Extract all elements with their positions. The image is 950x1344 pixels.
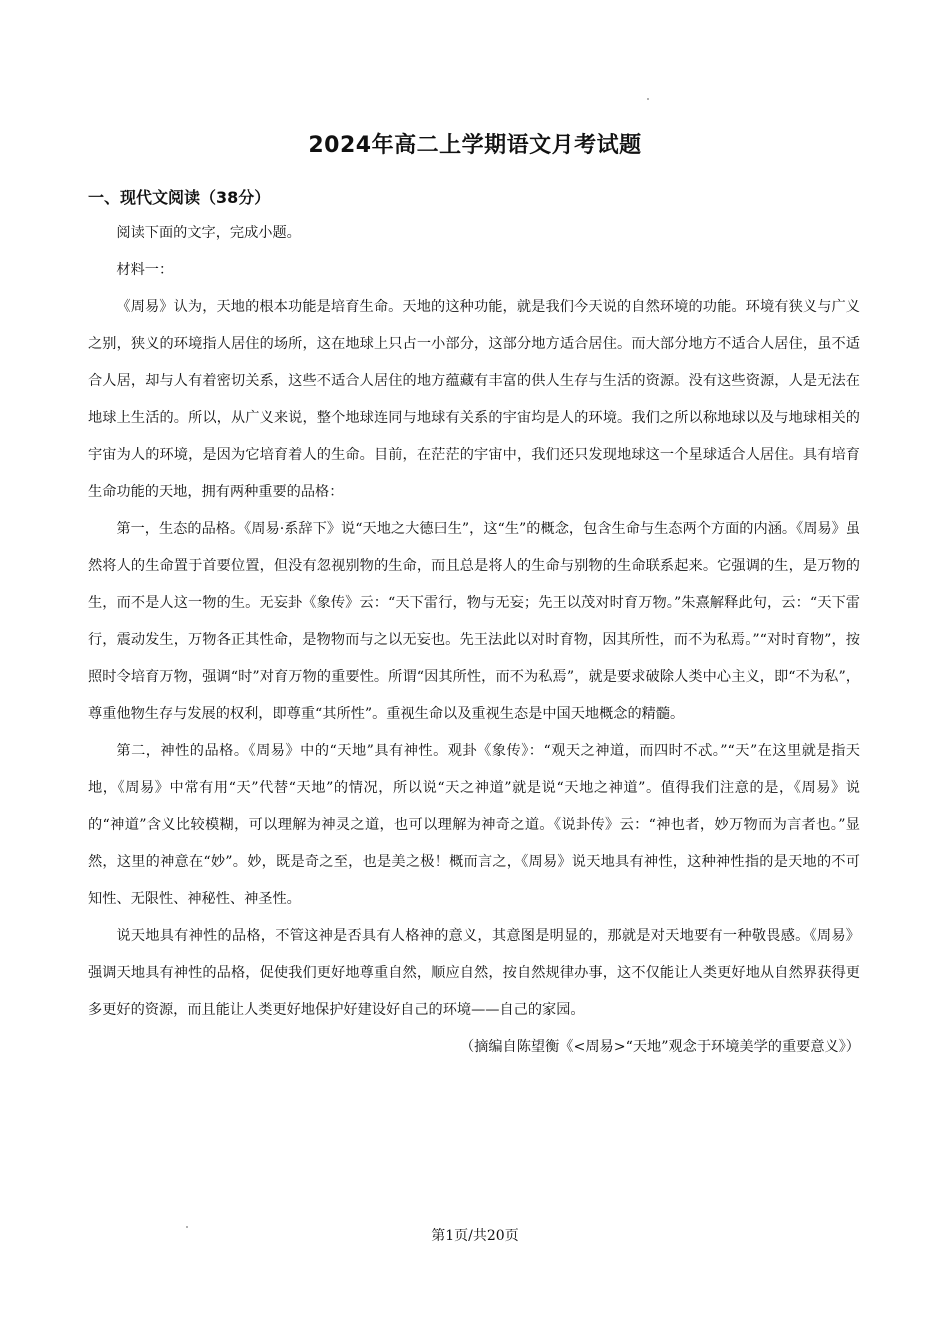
source-citation: （摘编自陈望衡《<周易>“天地”观念于环境美学的重要意义》） <box>459 1039 860 1055</box>
paragraph: 第二，神性的品格。《周易》中的“天地”具有神性。观卦《象传》：“观天之神道，而四时不忒。”“天”在这里就是指天地，《周易》中常有用“天”代替“天地”的情况，所以说“天之神道”就是说“天地之神道”。值得我们注意的是，《周易》说的“神道”含义比较模糊，可以理解为神灵之道，也可以理解为神奇之道。《说卦传》云：“神也者，妙万物而为言者也。”显然，这里的神意在“妙”。妙，既是奇之至，也是美之极！概而言之，《周易》说天地具有神性，这种神性指的是天地的不可知性、无限性、神秘性、神圣性。 <box>88 743 860 907</box>
paragraph: 说天地具有神性的品格，不管这神是否具有人格神的意义，其意图是明显的，那就是对天地要有一种敬畏感。《周易》强调天地具有神性的品格，促使我们更好地尊重自然，顺应自然，按自然规律办事，这不仅能让人类更好地从自然界获得更多更好的资源，而且能让人类更好地保护好建设好自己的环境——自己的家园。 <box>88 928 860 1018</box>
page-title: 2024年高二上学期语文月考试题 <box>308 133 642 158</box>
section-heading: 一、现代文阅读（38分） <box>88 188 271 207</box>
scan-speck <box>647 98 649 100</box>
instruction-text: 阅读下面的文字，完成小题。 <box>116 225 301 241</box>
page-number: 第1页/共20页 <box>431 1228 519 1244</box>
paragraph: 《周易》认为，天地的根本功能是培育生命。天地的这种功能，就是我们今天说的自然环境的功能。环境有狭义与广义之别，狭义的环境指人居住的场所，这在地球上只占一小部分，这部分地方适合居住。而大部分地方不适合人居住，虽不适合人居，却与人有着密切关系，这些不适合人居住的地方蕴藏有丰富的供人生存与生活的资源。没有这些资源，人是无法在地球上生活的。所以，从广义来说，整个地球连同与地球有关系的宇宙均是人的环境。我们之所以称地球以及与地球相关的宇宙为人的环境，是因为它培育着人的生命。目前，在茫茫的宇宙中，我们还只发现地球这一个星球适合人居住。具有培育生命功能的天地，拥有两种重要的品格： <box>88 299 860 500</box>
material-label: 材料一： <box>116 262 174 278</box>
paragraph: 第一，生态的品格。《周易·系辞下》说“天地之大德曰生”，这“生”的概念，包含生命与生态两个方面的内涵。《周易》虽然将人的生命置于首要位置，但没有忽视别物的生命，而且总是将人的生命与别物的生命联系起来。它强调的生，是万物的生，而不是人这一物的生。无妄卦《象传》云：“天下雷行，物与无妄；先王以茂对时育万物。”朱熹解释此句，云：“天下雷行，震动发生，万物各正其性命，是物物而与之以无妄也。先王法此以对时育物，因其所性，而不为私焉。”“对时育物”，按照时令培育万物，强调“时”对育万物的重要性。所谓“因其所性，而不为私焉”，就是要求破除人类中心主义，即“不为私”，尊重他物生存与发展的权利，即尊重“其所性”。重视生命以及重视生态是中国天地概念的精髓。 <box>88 521 860 722</box>
reading-passage <box>88 215 860 1066</box>
